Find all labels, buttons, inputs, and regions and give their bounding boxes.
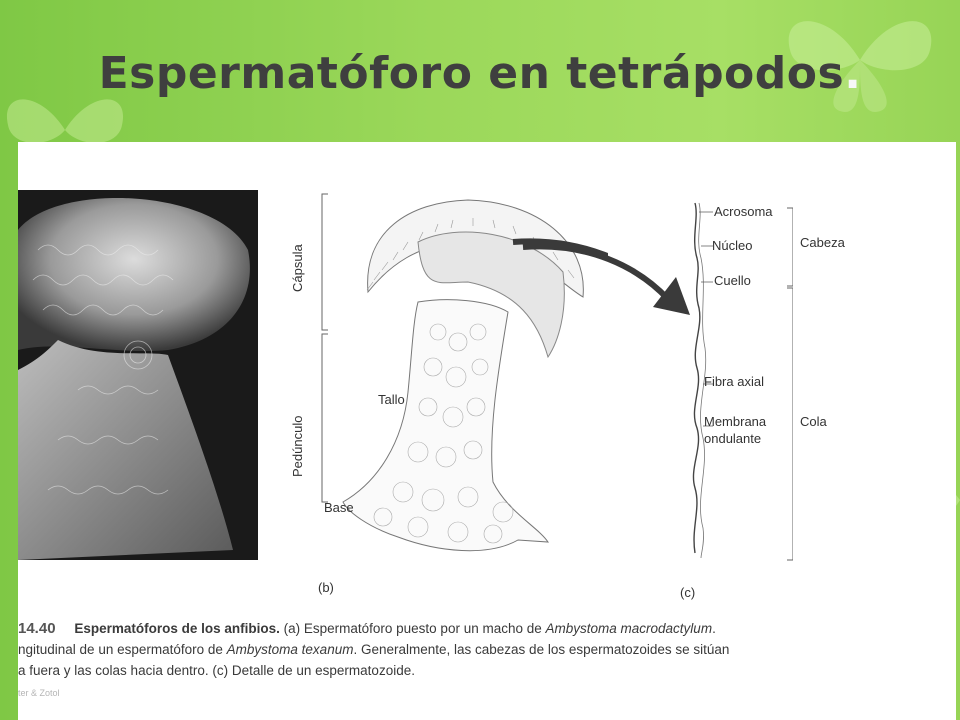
label-ondulante: ondulante (704, 431, 762, 446)
label-base: Base (324, 500, 354, 515)
caption-line1-text: (a) Espermatóforo puesto por un macho de (279, 621, 546, 636)
label-panel-c: (c) (680, 585, 696, 600)
label-cabeza: Cabeza (800, 235, 845, 250)
label-capsula: Cápsula (290, 244, 305, 292)
title-dot: . (844, 48, 862, 99)
label-nucleo: Núcleo (712, 238, 753, 253)
label-acrosoma: Acrosoma (714, 204, 773, 219)
label-membrana: Membrana (704, 414, 767, 429)
slide-title-text: Espermatóforo en tetrápodos (98, 48, 845, 99)
label-fibra-axial: Fibra axial (704, 374, 764, 389)
caption-line2-species: Ambystoma texanum (226, 642, 354, 657)
caption-line2-text: . Generalmente, las cabezas de los espermatozoides se sitúan (353, 642, 730, 657)
caption-line2-prefix: ngitudinal de un espermatóforo de (18, 642, 227, 657)
caption-line-3 (18, 660, 956, 681)
caption-title: Espermatóforos de los anfibios. (74, 621, 280, 636)
slide-title (0, 48, 960, 99)
figure-caption (18, 618, 956, 704)
label-pedunculo: Pedúnculo (290, 415, 305, 477)
label-cuello: Cuello (714, 273, 751, 288)
spermatophore-photo (18, 190, 258, 560)
caption-line3-text: a fuera y las colas hacia dentro. (c) Detalle de un espermatozoide. (18, 663, 415, 678)
caption-credit: ter & Zotol (18, 688, 60, 698)
caption-line1-end: . (712, 621, 716, 636)
caption-line-1 (18, 618, 956, 639)
arrow-icon (518, 237, 698, 327)
caption-line-2 (18, 639, 956, 660)
figure-scan (18, 142, 956, 720)
caption-figure-number: 14.40 (18, 620, 56, 637)
caption-line-4 (18, 681, 956, 704)
label-panel-b: (b) (318, 580, 334, 595)
label-cola: Cola (800, 414, 827, 429)
caption-line1-species: Ambystoma macrodactylum (545, 621, 713, 636)
label-tallo: Tallo (378, 392, 405, 407)
